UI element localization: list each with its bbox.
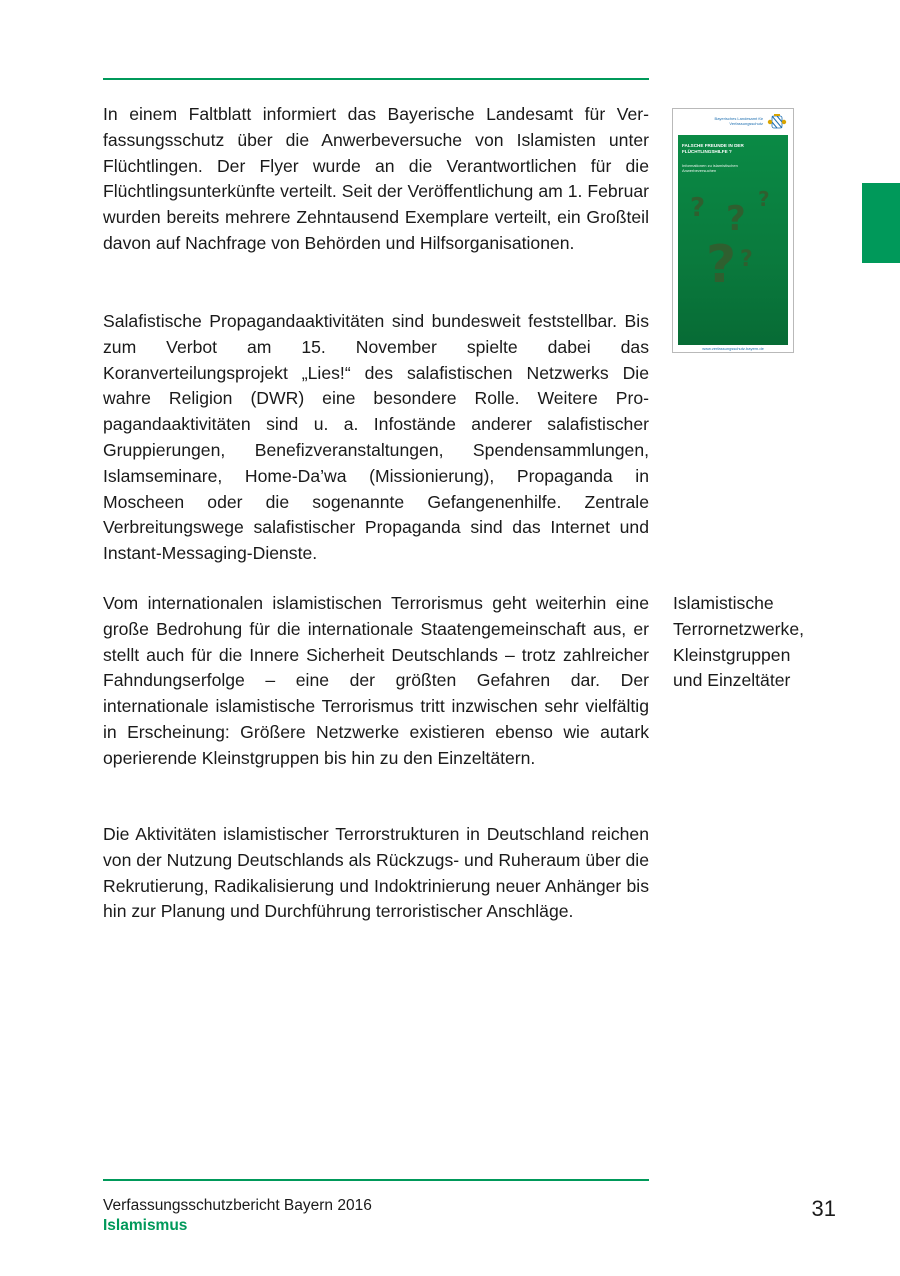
paragraph-terror-structures: Die Aktivitäten islamistischer Terrorstrukturen in Deutschland reichen von der Nutzung Deutschlands als Rückzugs- und Ruheraum über die Rekrutierung, Radikalisierung und Indoktrinierung neuer Anhänger bis hin zur Planung und Durchführung terroristischer Anschläge. (103, 824, 649, 922)
marginal-note-line: Terrornetzwerke, (673, 618, 805, 639)
footer-rule (103, 1179, 649, 1181)
flyer-title: FALSCHE FREUNDE IN DER FLÜCHTLINGSHILFE ? (682, 143, 744, 154)
question-mark-icon: ? (706, 235, 737, 295)
question-mark-icon: ? (690, 193, 706, 223)
section-tab-marker (862, 183, 900, 263)
page-number: 31 (811, 1196, 836, 1221)
footer-report-title: Verfassungsschutzbericht Bayern 2016 (103, 1197, 372, 1214)
flyer-header-text: Bayerisches Landesamt für Verfassungsschutz (714, 116, 763, 126)
flyer-subtitle: Informationen zu islamistischen Anwerbeversuchen (682, 163, 738, 173)
marginal-note-line: Kleinstgruppen (673, 644, 791, 665)
question-mark-icon: ? (740, 247, 753, 272)
flyer-header (699, 113, 789, 133)
marginal-note (673, 591, 873, 694)
marginal-note-line: Islamistische (673, 593, 774, 613)
flyer-cover (678, 135, 788, 345)
flyer-footer-url: www.verfassungsschutz.bayern.de (702, 346, 764, 351)
footer-section-name: Islamismus (103, 1217, 188, 1234)
marginal-note-line: und Einzeltäter (673, 670, 791, 691)
bavarian-crest-icon (767, 114, 787, 130)
paragraph-flyer-info: In einem Faltblatt informiert das Bayerische Landesamt für Verfassungsschutz über die Anwerbeversuche von Islamisten unter Flüchtlingen. Der Flyer wurde an die Verantwortlichen für die Flüchtlingsunterkünfte verteilt. Seit der Veröffentlichung am 1. Februar wurden bereits mehrere Zehntausend Exemplare verteilt, ein Großteil davon auf Nachfrage von Behörden und Hilfsorganisationen. (103, 104, 649, 253)
paragraph-terrorism: Vom internationalen islamistischen Terrorismus geht weiterhin eine große Bedrohung für die internationale Staatengemeinschaft aus, er stellt auch für die Innere Sicherheit Deutschlands – trotz zahlreicher Fahndungserfolge – eine der größten Gefahren dar. Der internationale islamistische Terrorismus tritt inzwischen sehr vielfältig in Erscheinung: Größere Netzwerke existieren ebenso wie autark operierende Kleinstgruppen bis hin zu den Einzeltätern. (103, 593, 649, 768)
paragraph-propaganda: Salafistische Propagandaaktivitäten sind bundesweit feststellbar. Bis zum Verbot am 15. November spielte dabei das Koranverteilungsprojekt „Lies!“ des salafistischen Netzwerks Die wahre Religion (DWR) eine besondere Rolle. Weitere Propagandaaktivitäten sind u. a. Infostände anderer salafistischer Gruppierungen, Benefizveranstaltungen, Spendensammlungen, Islamseminare, Home-Da’wa (Missionierung), Propaganda in Moscheen oder die sogenannte Gefangenenhilfe. Zentrale Verbreitungswege salafistischer Propaganda sind das Internet und Instant-Messaging-Dienste. (103, 311, 649, 564)
flyer-thumbnail (672, 108, 794, 353)
question-mark-icon: ? (726, 199, 746, 239)
question-mark-icon: ? (758, 187, 770, 211)
header-rule (103, 78, 649, 80)
